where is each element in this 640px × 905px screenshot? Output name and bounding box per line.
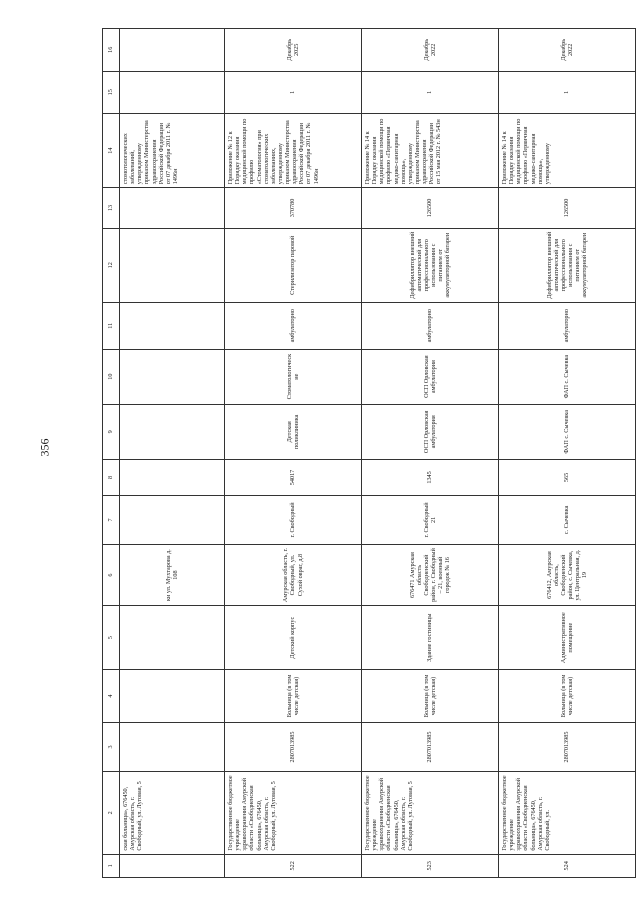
rotated-table: [102, 28, 622, 878]
cell-inn: 2807013985: [225, 723, 362, 772]
page-number: 356: [37, 438, 52, 457]
cell-number: 522: [225, 854, 362, 877]
cell-profile: ФАП с. Сычевка: [499, 349, 636, 404]
cell-locality: г. Свободный 21: [362, 495, 499, 544]
table-row: [499, 29, 636, 878]
column-index: 12: [103, 228, 120, 302]
column-index: 3: [103, 723, 120, 772]
column-index: 5: [103, 606, 120, 670]
cell-unit: ОСП Орловская амбулатория: [362, 404, 499, 459]
cell-organization: Государственное бюджетное учреждение здравоохранения Амурской области «Свободненская больница», 676450, Амурская область, г. Свободный, ул. Луговая, 5: [225, 771, 362, 854]
header-row: [103, 29, 120, 878]
cell-number: 524: [499, 854, 636, 877]
column-index: 9: [103, 404, 120, 459]
column-index: 11: [103, 302, 120, 349]
cell-order-ref: Приложение № 14 к Порядку оказания медицинской помощи по профилю «Первичная медико-санитарная помощь», утвержденному приказом Министерства здравоохранения Российской Федерации от 15 мая 2012 г. № 543н: [362, 114, 499, 188]
cell-type: Больница (в том числе детская): [499, 670, 636, 723]
cell-locality: с. Сычевка: [499, 495, 636, 544]
cell-inn: 2807013985: [499, 723, 636, 772]
cell-equipment: Дефибриллятор внешний автоматический для профессионального использования с питанием от аккумуляторной батареи: [499, 228, 636, 302]
cell-address: Амурская область, г. Свободный, ул. Сухой овраг, д.8: [225, 544, 362, 606]
cell-price: 126500: [499, 188, 636, 228]
column-index: 7: [103, 495, 120, 544]
cell-building: Детский корпус: [225, 606, 362, 670]
cell-condition: амбулаторно: [499, 302, 636, 349]
cell-condition: амбулаторно: [225, 302, 362, 349]
cell-quantity: 1: [499, 71, 636, 113]
cell-order-ref: стомотологических заболеваний, утвержденному приказом Министерства здравоохранения Российской Федерации от 07 декабря 2011 г. № 1496н: [120, 114, 225, 188]
cell-equipment: Стерилизатор паровой: [225, 228, 362, 302]
column-index: 4: [103, 670, 120, 723]
cell-price: 126500: [362, 188, 499, 228]
cell-building: Административное помещение: [499, 606, 636, 670]
cell-price: 370780: [225, 188, 362, 228]
column-index: 10: [103, 349, 120, 404]
cell-address: 676471 Амурская область Свободненский район, г. Свободный – 21, военный городок № 16: [362, 544, 499, 606]
cell-quantity: 1: [225, 71, 362, 113]
column-index: 15: [103, 71, 120, 113]
column-index: 8: [103, 459, 120, 495]
cell-address: ки ул. Мухтарова д. 108: [120, 544, 225, 606]
cell-population: 54017: [225, 459, 362, 495]
column-index: 6: [103, 544, 120, 606]
cell-date: Декабрь 2022: [362, 29, 499, 72]
column-index: 14: [103, 114, 120, 188]
cell-type: Больница (в том числе детская): [225, 670, 362, 723]
cell-population: 565: [499, 459, 636, 495]
table-row: [362, 29, 499, 878]
cell-equipment: Дефибриллятор внешний автоматический для профессионального использования с питанием от аккумуляторной батареи: [362, 228, 499, 302]
equipment-table: [102, 28, 636, 878]
column-index: 2: [103, 771, 120, 854]
column-index: 13: [103, 188, 120, 228]
cell-organization: Государственное бюджетное учреждение здравоохранения Амурской области «Свободненская больница», 676450, Амурская область, г. Свободный, ул. Луговая, 5: [362, 771, 499, 854]
cell-profile: ОСП Орловская амбулатория: [362, 349, 499, 404]
cell-date: Декабрь 2022: [499, 29, 636, 72]
cell-organization: ская больница», 676450, Амурская область, г. Свободный, ул. Луговая, 5: [120, 771, 225, 854]
cell-population: 1345: [362, 459, 499, 495]
cell-type: Больница (в том числе детская): [362, 670, 499, 723]
cell-unit: ФАП с. Сычевка: [499, 404, 636, 459]
cell-number: 523: [362, 854, 499, 877]
cell-organization: Государственное бюджетное учреждение здравоохранения Амурской области «Свободненская больница», 676450, Амурская область, г. Свободный, ул.: [499, 771, 636, 854]
column-index: 1: [103, 854, 120, 877]
cell-profile: Стоматологические: [225, 349, 362, 404]
cell-locality: г. Свободный: [225, 495, 362, 544]
column-index: 16: [103, 29, 120, 72]
cell-order-ref: Приложение № 12 к Порядку оказания медицинской помощи по профилю «Стоматология» при стоматологических заболеваниях, утвержденному приказом Министерства здравоохранения Российской Федерации от 07 декабря 2011 г. № 1496н: [225, 114, 362, 188]
cell-address: 676412, Амурская область, Свободненский район, с. Сычевка, ул. Центральная, д. 19: [499, 544, 636, 606]
continuation-row: [120, 29, 225, 878]
cell-date: Декабрь 2025: [225, 29, 362, 72]
cell-unit: Детская поликлиника: [225, 404, 362, 459]
cell-quantity: 1: [362, 71, 499, 113]
table-row: [225, 29, 362, 878]
cell-building: Здание гостиницы: [362, 606, 499, 670]
cell-order-ref: Приложение № 14 к Порядку оказания медицинской помощи по профилю «Первичная медико-санитарная помощь», утвержденному: [499, 114, 636, 188]
cell-inn: 2807013985: [362, 723, 499, 772]
cell-condition: амбулаторно: [362, 302, 499, 349]
